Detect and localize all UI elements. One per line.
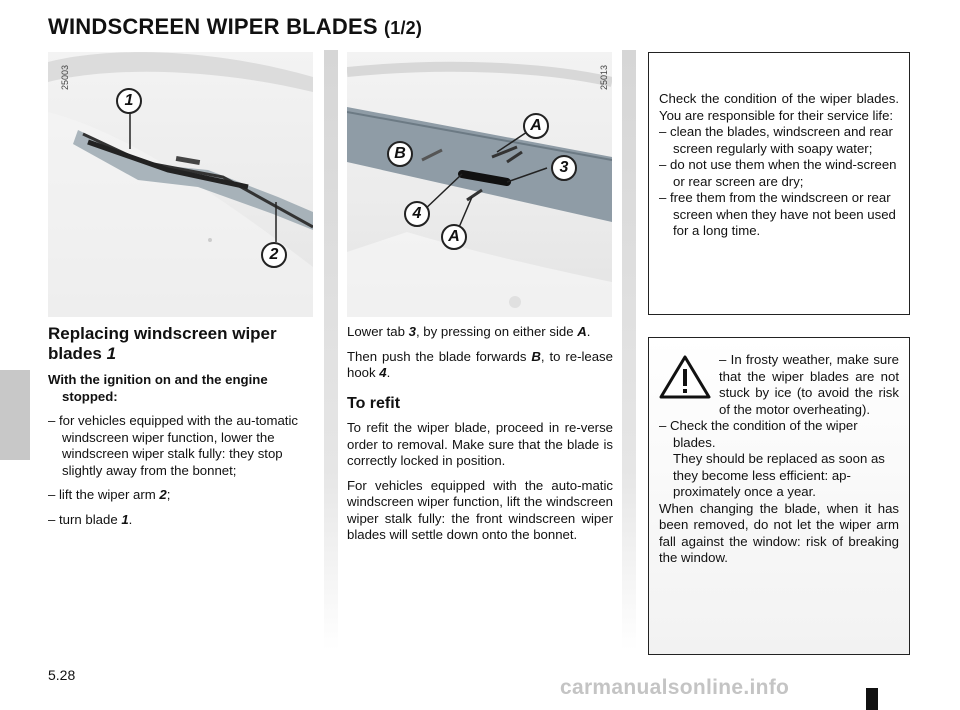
- info-item-dry: – do not use them when the wind-screen or rear screen are dry;: [659, 157, 897, 189]
- warning-item-frost: – In frosty weather, make sure that the wiper blades are not stuck by ice (to avoid the risk of the motor overheating).: [719, 352, 899, 417]
- warning-triangle-icon: [659, 354, 711, 400]
- paragraph-refit: To refit the wiper blade, proceed in re-verse order to removal. Make sure that the blade is correctly locked in position.: [347, 420, 613, 468]
- paragraph-push-blade: Then push the blade forwards B, to re-lease hook 4.: [347, 348, 613, 380]
- page-title-text: WINDSCREEN WIPER BLADES: [48, 14, 378, 39]
- page-title: [48, 14, 422, 40]
- wiper-blade-illustration: [347, 52, 612, 317]
- corner-mark: [866, 688, 878, 710]
- callout-2: 2: [261, 242, 287, 268]
- warning-item-check-cont: They should be replaced as soon as they become less efficient: ap-proximately once a year.: [673, 451, 885, 499]
- list-item-lift-arm: – lift the wiper arm 2;: [48, 487, 171, 502]
- list-item-turn-blade: – turn blade 1.: [48, 511, 133, 527]
- text: , by pressing on either side: [415, 324, 578, 339]
- column-divider-right: [622, 50, 636, 650]
- info-item-free: – free them from the windscreen or rear screen when they have not been used for a long time.: [659, 190, 896, 238]
- text: Lower tab: [347, 324, 409, 339]
- intro-condition: With the ignition on and the engine stopped:: [48, 372, 268, 404]
- heading-text: Replacing windscreen wiper blades: [48, 324, 277, 363]
- figure-code-right: 25013: [599, 64, 609, 90]
- warning-item-check: – Check the condition of the wiper blades.: [659, 418, 858, 450]
- column-2-text: [347, 324, 613, 552]
- callout-3: 3: [551, 155, 577, 181]
- page-title-suffix: (1/2): [384, 18, 423, 38]
- info-intro: Check the condition of the wiper blades. You are responsible for their service life:: [659, 91, 899, 123]
- chapter-side-tab: [0, 370, 30, 460]
- ref-4: 4: [379, 365, 387, 380]
- wiper-arm-illustration: [48, 52, 313, 317]
- watermark: carmanualsonline.info: [560, 676, 790, 699]
- callout-4: 4: [404, 201, 430, 227]
- callout-a-bottom: A: [441, 224, 467, 250]
- warning-closing: When changing the blade, when it has been removed, do not let the wiper arm fall against the window: risk of breaking the window.: [659, 500, 899, 565]
- callout-a-top: A: [523, 113, 549, 139]
- figure-wiper-blade-detail: [347, 52, 612, 317]
- callout-b: B: [387, 141, 413, 167]
- text: Then push the blade forwards: [347, 348, 532, 364]
- list-item-turn-blade-text: – turn blade: [48, 511, 122, 527]
- info-box: [648, 52, 910, 315]
- list-item-auto-wiper: – for vehicles equipped with the au-tomatic windscreen wiper function, lower the windscreen wiper stalk fully: they stop slightly away from the bonnet;: [48, 413, 298, 478]
- paragraph-lower-tab: Lower tab 3, by pressing on either side A.: [347, 324, 591, 339]
- column-1-text: [48, 324, 312, 536]
- column-divider-left: [324, 50, 338, 650]
- text: , to re-lease hook: [347, 348, 613, 380]
- figure-wiper-arm: [48, 52, 313, 317]
- ref-a: A: [577, 324, 587, 339]
- warning-box: [648, 337, 910, 655]
- paragraph-auto-wiper-refit: For vehicles equipped with the auto-matic windscreen wiper function, lift the windscreen wiper stalk fully: the front windscreen wiper blades will settle down onto the bonnet.: [347, 477, 613, 542]
- ref-3: 3: [408, 324, 416, 339]
- heading-ref: 1: [106, 344, 117, 363]
- ref-1: 1: [121, 511, 129, 527]
- ref-2: 2: [159, 487, 167, 502]
- section-heading-replacing: [48, 324, 312, 364]
- callout-1: 1: [116, 88, 142, 114]
- page-number: 5.28: [48, 667, 76, 683]
- info-item-clean: – clean the blades, windscreen and rear screen regularly with soapy water;: [659, 124, 893, 156]
- section-heading-refit: To refit: [347, 394, 401, 412]
- list-item-lift-arm-text: – lift the wiper arm: [48, 487, 160, 502]
- figure-code-left: 25003: [60, 64, 70, 90]
- ref-b: B: [531, 348, 541, 364]
